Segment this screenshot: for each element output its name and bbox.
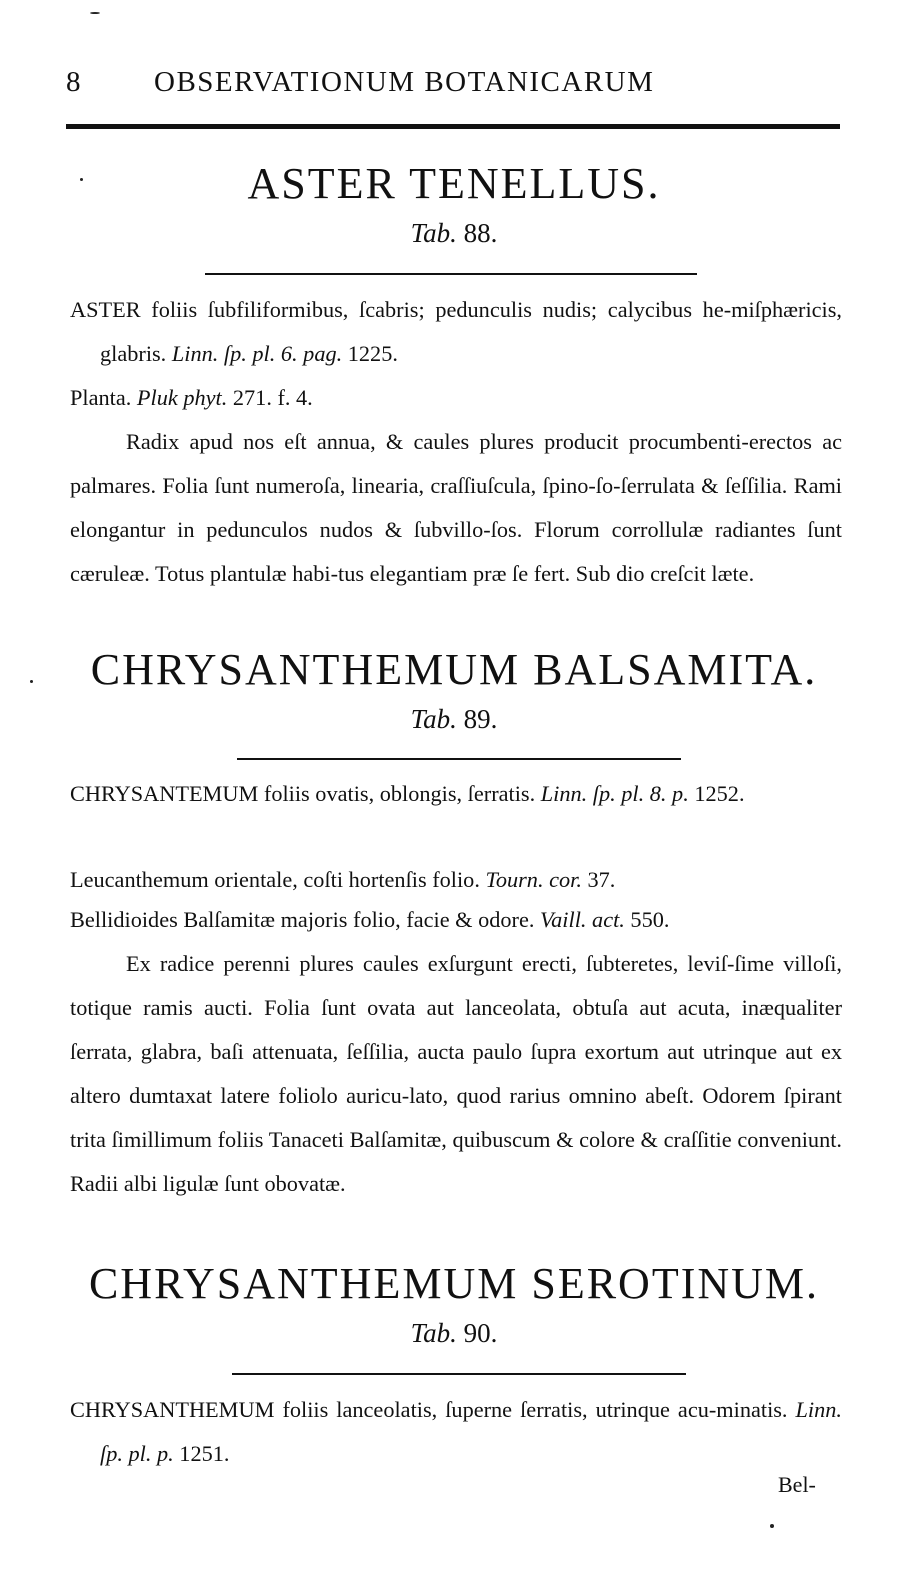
section-title-chrysanthemum-serotinum: CHRYSANTHEMUM SEROTINUM.: [88, 1259, 820, 1308]
synonym-citation: Pluk phyt.: [136, 385, 228, 410]
synonym-entry: [70, 858, 842, 902]
section-rule: [232, 1373, 686, 1375]
synonym-page: 1251.: [173, 1441, 230, 1466]
species-description: Ex radice perenni plures caules exſurgunt erecti, ſubteretes, leviſ-ſime villoſi, totique ramis aucti. Folia ſunt ovata aut lanceolata, obtuſa aut acuta, inæqualiter ſerrata, glabra, baſi attenuata, ſeſſilia, aucta paulo ſupra exortum aut utrinque aut ex altero dumtaxat latere foliolo auricu-lato, quod rarius omnino abeſt. Odorem ſpirant trita ſimillimum foliis Tanaceti Balſamitæ, quibuscum & colore & craſſitie conveniunt. Radii albi ligulæ ſunt obovatæ.: [70, 951, 842, 1196]
synonym-citation: Tourn. cor.: [485, 867, 582, 892]
plate-reference: [66, 1318, 842, 1349]
section-title-aster-tenellus: ASTER TENELLUS.: [247, 159, 661, 208]
synonym-entry: [70, 1388, 842, 1476]
synonym-citation: Linn. ſp. pl. 8. p.: [540, 781, 689, 806]
synonym-name: Bellidioides: [70, 907, 178, 932]
synonym-entry: [70, 376, 842, 420]
species-description: Radix apud nos eſt annua, & caules plures producit procumbenti-erectos ac palmares. Folia ſunt numeroſa, linearia, craſſiuſcula, ſpino-ſo-ſerrulata & ſeſſilia. Rami elongantur in pedunculos nudos & ſubvillo-ſos. Florum corrollulæ radiantes ſunt cæruleæ. Totus plantulæ habi-tus elegantiam præ ſe fert. Sub dio creſcit læte.: [70, 429, 842, 586]
ink-speck: [80, 178, 83, 181]
plate-label: Tab.: [410, 1318, 457, 1348]
plate-reference: [66, 218, 842, 249]
synonym-name: CHRYSANTEMUM: [70, 781, 259, 806]
synonym-text: Balſamitæ majoris folio, facie & odore.: [177, 907, 541, 932]
synonym-entry: [70, 898, 842, 942]
synonym-text: foliis ovatis, oblongis, ſerratis.: [258, 781, 541, 806]
plate-number: 88.: [463, 218, 498, 248]
page-number: 8: [66, 66, 82, 98]
plate-number: 89.: [463, 704, 498, 734]
ink-speck: [30, 680, 33, 683]
synonym-page: 37.: [581, 867, 616, 892]
section-rule: [237, 758, 681, 760]
synonym-name: CHRYSANTHEMUM: [70, 1397, 275, 1422]
catchword: Bel-: [778, 1472, 816, 1497]
synonym-page: 1225.: [342, 341, 398, 366]
synonym-name: Leucanthemum: [70, 867, 209, 892]
ink-speck: [770, 1524, 774, 1528]
synonym-citation: Linn. ſp. pl. 6. pag.: [171, 341, 343, 366]
plate-number: 90.: [463, 1318, 498, 1348]
synonym-entry: [70, 288, 842, 376]
synonym-text: orientale, coſti hortenſis folio.: [208, 867, 486, 892]
section-title-chrysanthemum-balsamita: CHRYSANTHEMUM BALSAMITA.: [90, 645, 818, 694]
header-rule: [66, 124, 840, 129]
synonym-text: foliis ſubfiliformibus, ſcabris; pedunculis nudis; calycibus he-miſphæricis, glabris.: [100, 297, 842, 366]
synonym-name: ASTER: [70, 297, 141, 322]
synonym-page: 550.: [624, 907, 670, 932]
synonym-entry: [70, 772, 842, 816]
synonym-text: foliis lanceolatis, ſuperne ſerratis, utrinque acu-minatis.: [274, 1397, 796, 1422]
synonym-page: 271. f. 4.: [227, 385, 313, 410]
plate-reference: [66, 704, 842, 735]
plate-label: Tab.: [410, 218, 457, 248]
synonym-citation: Linn. ſp. pl. p.: [100, 1397, 842, 1466]
ink-speck: [90, 12, 100, 14]
plate-label: Tab.: [410, 704, 457, 734]
running-head-title: OBSERVATIONUM BOTANICARUM: [154, 66, 655, 98]
synonym-name: Planta.: [70, 385, 132, 410]
synonym-citation: Vaill. act.: [540, 907, 625, 932]
synonym-page: 1252.: [688, 781, 745, 806]
section-rule: [205, 273, 697, 275]
